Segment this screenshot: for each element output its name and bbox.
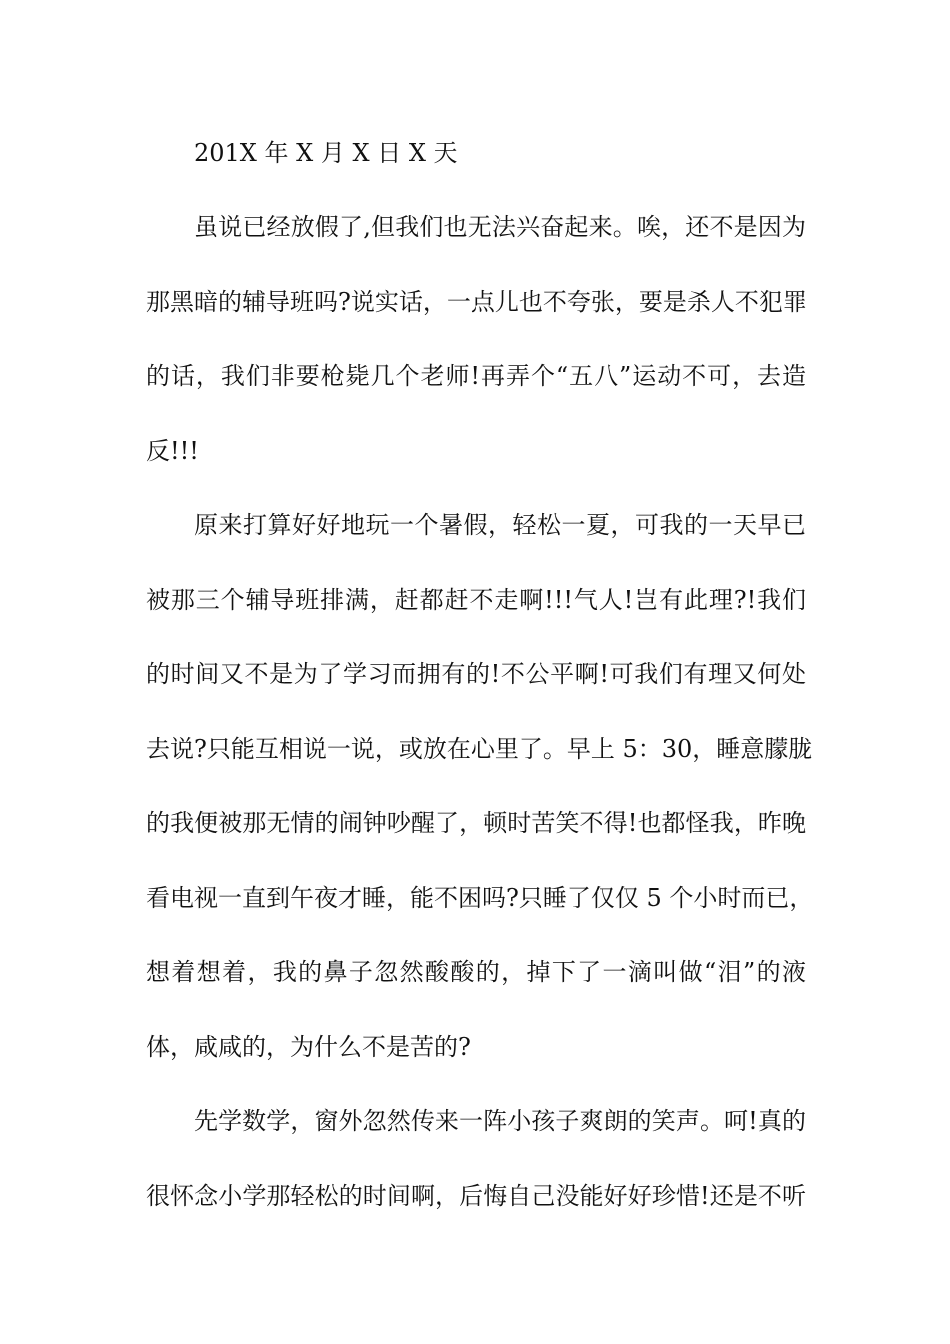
paragraph-2-line-2: 被那三个辅导班排满，赶都赶不走啊!!!气人!岂有此理?!我们: [146, 586, 806, 614]
paragraph-2-line-3: 的时间又不是为了学习而拥有的!不公平啊!可我们有理又何处: [146, 660, 806, 688]
paragraph-1-line-2: 那黑暗的辅导班吗?说实话，一点儿也不夸张，要是杀人不犯罪: [146, 288, 807, 316]
paragraph-2-line-1: 原来打算好好地玩一个暑假，轻松一夏，可我的一天早已: [194, 511, 806, 539]
paragraph-2-line-7: 想着想着，我的鼻子忽然酸酸的，掉下了一滴叫做“泪”的液: [146, 958, 806, 986]
paragraph-2-line-8: 体，咸咸的，为什么不是苦的?: [146, 1033, 471, 1061]
paragraph-3-line-2: 很怀念小学那轻松的时间啊，后悔自己没能好好珍惜!还是不听: [146, 1182, 806, 1210]
paragraph-1-line-3: 的话，我们非要枪毙几个老师!再弄个“五八”运动不可，去造: [146, 362, 806, 390]
paragraph-2-line-5: 的我便被那无情的闹钟吵醒了，顿时苦笑不得!也都怪我，昨晚: [146, 809, 806, 837]
paragraph-1-line-1: 虽说已经放假了,但我们也无法兴奋起来。唉，还不是因为: [194, 213, 806, 241]
paragraph-2-line-4: 去说?只能互相说一说，或放在心里了。早上 5：30，睡意朦胧: [146, 735, 813, 763]
paragraph-2-line-6: 看电视一直到午夜才睡，能不困吗?只睡了仅仅 5 个小时而已，: [146, 884, 814, 912]
paragraph-3-line-1: 先学数学，窗外忽然传来一阵小孩子爽朗的笑声。呵!真的: [194, 1107, 806, 1135]
date-line: 201X 年 X 月 X 日 X 天: [194, 139, 458, 167]
paragraph-1-line-4: 反!!!: [146, 437, 199, 465]
